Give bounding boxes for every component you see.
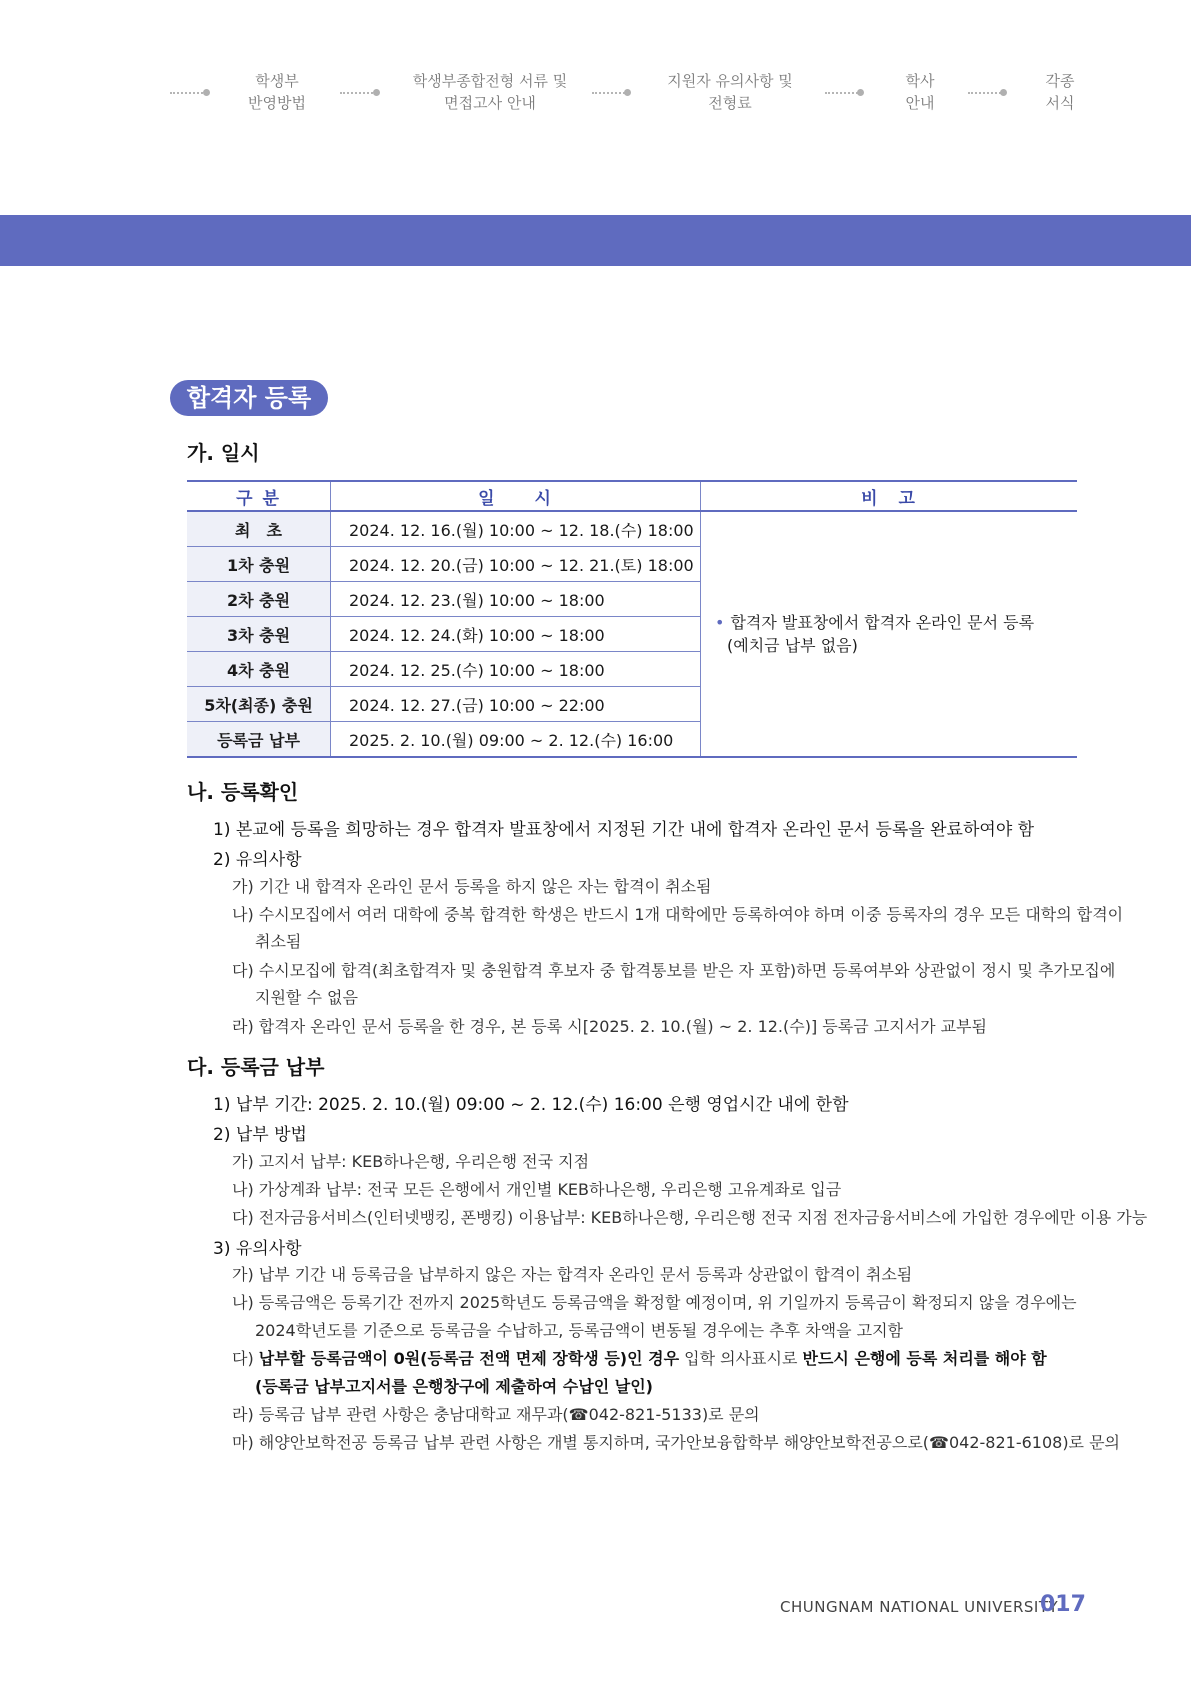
- emphasis-text: 반드시 은행에 등록 처리를 해야 함: [802, 1349, 1047, 1368]
- row-date: 2024. 12. 27.(금) 10:00 ~ 22:00: [331, 687, 701, 722]
- nav-connector: [340, 92, 376, 94]
- nav-item-label: 면접고사 안내: [444, 94, 536, 112]
- subsection-title-schedule: 가. 일시: [187, 441, 260, 465]
- nav-dot: [373, 89, 380, 96]
- section-title: 합격자 등록: [170, 380, 328, 416]
- nav-dot: [857, 89, 864, 96]
- list-item: 나) 등록금액은 등록기간 전까지 2025학년도 등록금액을 확정할 예정이며, 위 기일까지 등록금이 확정되지 않을 경우에는: [232, 1293, 1077, 1312]
- nav-dot: [1000, 89, 1007, 96]
- row-label: 4차 충원: [187, 652, 331, 687]
- list-item: [232, 1346, 1047, 1369]
- row-date: 2024. 12. 20.(금) 10:00 ~ 12. 21.(토) 18:00: [331, 547, 701, 582]
- row-label: 최 초: [187, 511, 331, 547]
- subsection-title-tuition: 다. 등록금 납부: [187, 1055, 325, 1079]
- row-date: 2024. 12. 16.(월) 10:00 ~ 12. 18.(수) 18:00: [331, 511, 701, 547]
- nav-item-label: 안내: [905, 94, 935, 112]
- nav-connector: [968, 92, 1004, 94]
- nav-item-applicant-notes[interactable]: [650, 70, 810, 114]
- nav-item-forms[interactable]: [1030, 70, 1090, 114]
- list-item: 가) 기간 내 합격자 온라인 문서 등록을 하지 않은 자는 합격이 취소됨: [232, 877, 712, 896]
- nav-item-label: 서식: [1045, 94, 1075, 112]
- paragraph: 3) 유의사항: [213, 1239, 302, 1259]
- list-item: 가) 고지서 납부: KEB하나은행, 우리은행 전국 지점: [232, 1152, 590, 1171]
- row-date: 2024. 12. 25.(수) 10:00 ~ 18:00: [331, 652, 701, 687]
- nav-item-label: 전형료: [708, 94, 752, 112]
- remarks-text: 합격자 발표창에서 합격자 온라인 문서 등록: [730, 613, 1035, 632]
- row-label: 등록금 납부: [187, 722, 331, 758]
- row-label: 3차 충원: [187, 617, 331, 652]
- paragraph: 1) 본교에 등록을 희망하는 경우 합격자 발표창에서 지정된 기간 내에 합격자 온라인 문서 등록을 완료하여야 함: [213, 820, 1035, 840]
- row-date: 2024. 12. 23.(월) 10:00 ~ 18:00: [331, 582, 701, 617]
- nav-item-label: 학생부: [255, 72, 299, 90]
- nav-item-label: 반영방법: [248, 94, 306, 112]
- footer-university: CHUNGNAM NATIONAL UNIVERSITY: [780, 1598, 1059, 1616]
- nav-dot: [624, 89, 631, 96]
- list-item: 다) 전자금융서비스(인터넷뱅킹, 폰뱅킹) 이용납부: KEB하나은행, 우리은행 전국 지점 전자금융서비스에 가입한 경우에만 이용 가능: [232, 1208, 1148, 1227]
- table-header: 비 고: [701, 481, 1078, 511]
- list-item: 라) 등록금 납부 관련 사항은 충남대학교 재무과(☎042-821-5133)로 문의: [232, 1405, 760, 1424]
- nav-connector: [825, 92, 861, 94]
- row-date: 2025. 2. 10.(월) 09:00 ~ 2. 12.(수) 16:00: [331, 722, 701, 758]
- page-number: 017: [1040, 1592, 1086, 1617]
- list-item: 나) 가상계좌 납부: 전국 모든 은행에서 개인별 KEB하나은행, 우리은행 고유계좌로 입금: [232, 1180, 842, 1199]
- list-item-continuation: 지원할 수 없음: [255, 988, 358, 1007]
- list-item: 마) 해양안보학전공 등록금 납부 관련 사항은 개별 통지하며, 국가안보융합학부 해양안보학전공으로(☎042-821-6108)로 문의: [232, 1433, 1121, 1452]
- emphasis-text: 납부할 등록금액이 0원(등록금 전액 면제 장학생 등)인 경우: [258, 1349, 680, 1368]
- list-item-continuation: (등록금 납부고지서를 은행창구에 제출하여 수납인 날인): [255, 1377, 653, 1396]
- paragraph: 1) 납부 기간: 2025. 2. 10.(월) 09:00 ~ 2. 12.(수) 16:00 은행 영업시간 내에 한함: [213, 1095, 849, 1115]
- nav-connector: [170, 92, 206, 94]
- row-date: 2024. 12. 24.(화) 10:00 ~ 18:00: [331, 617, 701, 652]
- list-item: 나) 수시모집에서 여러 대학에 중복 합격한 학생은 반드시 1개 대학에만 등록하여야 하며 이중 등록자의 경우 모든 대학의 합격이: [232, 905, 1124, 924]
- row-label: 5차(최종) 충원: [187, 687, 331, 722]
- list-item: 라) 합격자 온라인 문서 등록을 한 경우, 본 등록 시[2025. 2. 10.(월) ~ 2. 12.(수)] 등록금 고지서가 교부됨: [232, 1017, 988, 1036]
- nav-item-label: 지원자 유의사항 및: [667, 72, 793, 90]
- row-label: 1차 충원: [187, 547, 331, 582]
- row-label: 2차 충원: [187, 582, 331, 617]
- nav-connector: [592, 92, 628, 94]
- remarks-cell: [701, 511, 1078, 757]
- nav-item-label: 각종: [1045, 72, 1075, 90]
- top-navigation: [0, 70, 1191, 120]
- paragraph: 2) 유의사항: [213, 850, 302, 870]
- remarks-text: (예치금 납부 없음): [727, 636, 858, 655]
- bullet-icon: •: [715, 613, 725, 632]
- list-item: 다) 수시모집에 합격(최초합격자 및 충원합격 후보자 중 합격통보를 받은 자 포함)하면 등록여부와 상관없이 정시 및 추가모집에: [232, 961, 1116, 980]
- paragraph: 2) 납부 방법: [213, 1125, 307, 1145]
- table-header: 일 시: [331, 481, 701, 511]
- nav-item-label: 학생부종합전형 서류 및: [412, 72, 568, 90]
- list-item-continuation: 2024학년도를 기준으로 등록금을 수납하고, 등록금액이 변동될 경우에는 추후 차액을 고지함: [255, 1321, 903, 1340]
- nav-item-label: 학사: [905, 72, 935, 90]
- plain-text: 입학 의사표시로: [679, 1349, 803, 1368]
- list-prefix: 다): [232, 1349, 259, 1368]
- list-item: 가) 납부 기간 내 등록금을 납부하지 않은 자는 합격자 온라인 문서 등록과 상관없이 합격이 취소됨: [232, 1265, 913, 1284]
- nav-item-interview-guide[interactable]: [400, 70, 580, 114]
- table-row: [187, 511, 1077, 547]
- table-header-row: [187, 481, 1077, 511]
- nav-item-student-record[interactable]: [222, 70, 332, 114]
- nav-item-academic-info[interactable]: [880, 70, 960, 114]
- subsection-title-confirmation: 나. 등록확인: [187, 780, 299, 804]
- schedule-table: [187, 480, 1077, 758]
- nav-dot: [203, 89, 210, 96]
- header-band: [0, 215, 1191, 266]
- list-item-continuation: 취소됨: [255, 932, 302, 951]
- table-header: 구 분: [187, 481, 331, 511]
